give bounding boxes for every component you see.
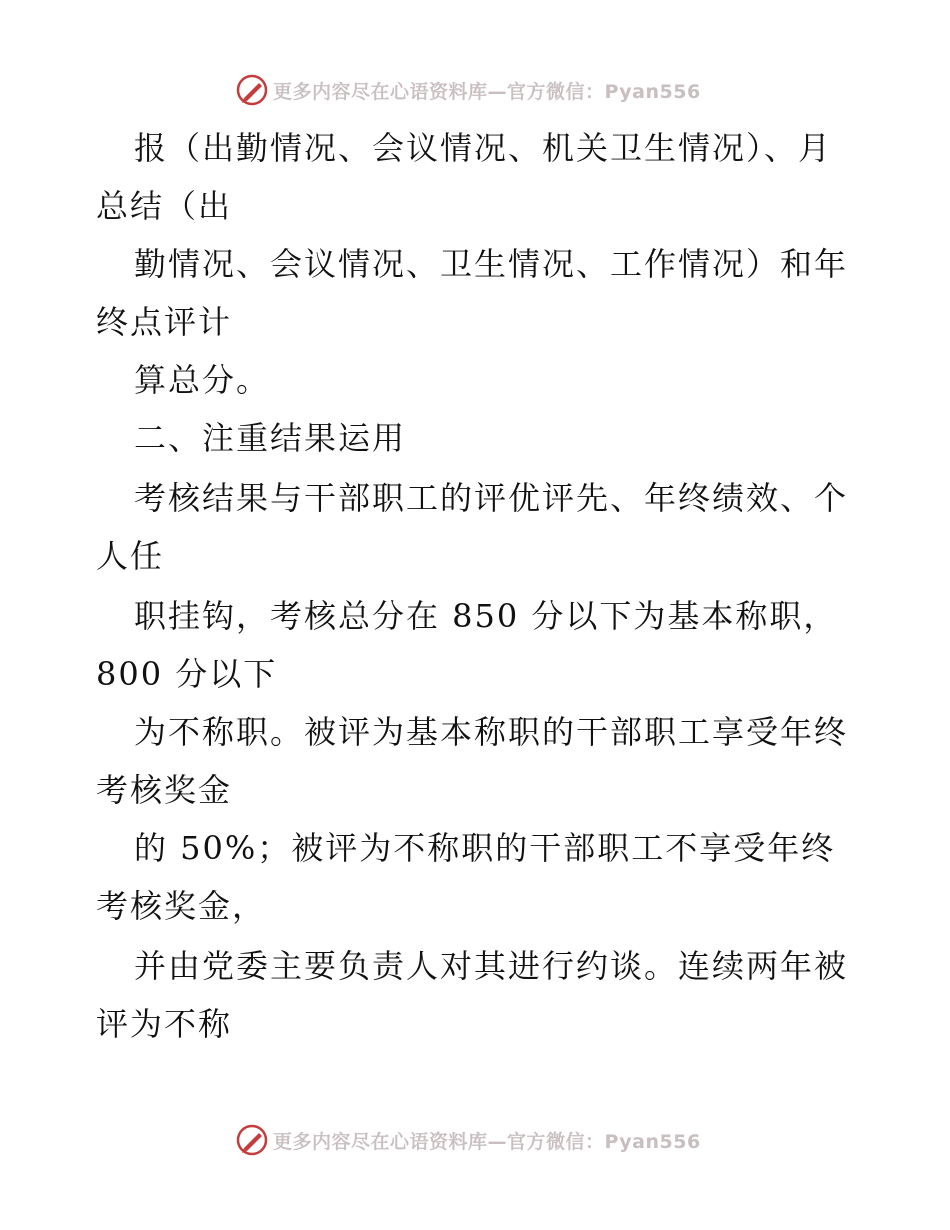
text-line: 800 分以下 bbox=[96, 655, 278, 693]
text-line: 职挂钩，考核总分在 850 分以下为基本称职， bbox=[134, 597, 838, 635]
watermark-text: 更多内容尽在心语资料库—官方微信：Pyan556 bbox=[273, 1130, 701, 1153]
pen-seal-icon bbox=[235, 1123, 269, 1157]
text-line: 考核奖金 bbox=[96, 771, 233, 809]
text-line: 报（出勤情况、会议情况、机关卫生情况）、月 bbox=[134, 129, 833, 167]
text-line: 终点评计 bbox=[96, 303, 233, 341]
text-line: 考核奖金， bbox=[96, 887, 267, 925]
text-line: 勤情况、会议情况、卫生情况、工作情况）和年 bbox=[134, 245, 849, 283]
watermark-header bbox=[235, 72, 701, 108]
text-line: 算总分。 bbox=[134, 361, 271, 399]
text-line: 人任 bbox=[96, 537, 165, 575]
text-line: 为不称职。被评为基本称职的干部职工享受年终 bbox=[134, 713, 849, 751]
text-line: 并由党委主要负责人对其进行约谈。连续两年被 bbox=[134, 947, 849, 985]
text-line: 评为不称 bbox=[96, 1005, 233, 1043]
watermark-text: 更多内容尽在心语资料库—官方微信：Pyan556 bbox=[273, 80, 701, 103]
text-line: 的 50%；被评为不称职的干部职工不享受年终 bbox=[134, 829, 836, 867]
text-line: 总结（出 bbox=[96, 187, 233, 225]
text-line: 考核结果与干部职工的评优评先、年终绩效、个 bbox=[134, 479, 849, 517]
pen-seal-icon bbox=[235, 73, 269, 107]
watermark-footer bbox=[235, 1122, 701, 1158]
section-heading: 二、注重结果运用 bbox=[134, 419, 407, 457]
